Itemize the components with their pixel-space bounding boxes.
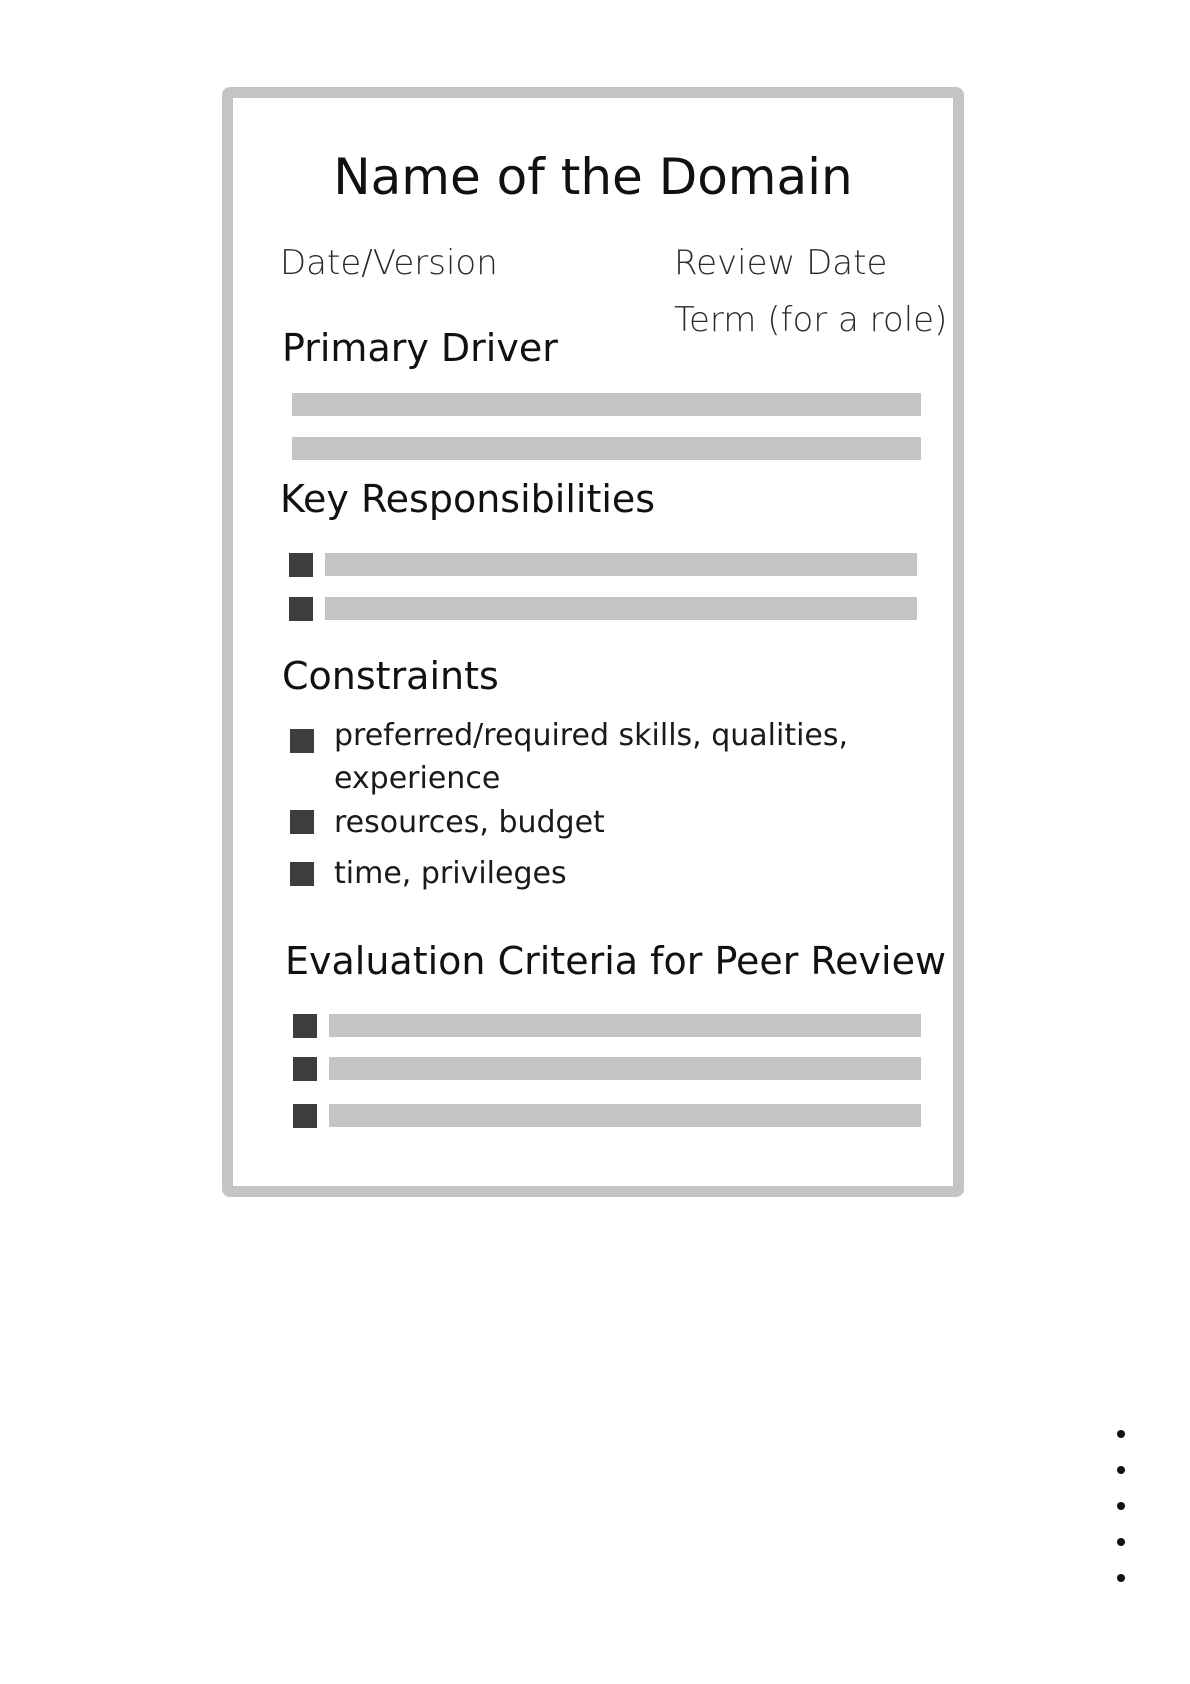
dot [1117, 1538, 1125, 1546]
criteria-line [329, 1014, 921, 1037]
square-bullet-icon [293, 1014, 317, 1038]
primary-driver-line [292, 393, 921, 416]
key-responsibilities-heading: Key Responsibilities [280, 477, 656, 521]
criteria-line [329, 1057, 921, 1080]
domain-title: Name of the Domain [333, 148, 853, 206]
square-bullet-icon [293, 1104, 317, 1128]
constraint-item: preferred/required skills, qualities, [334, 718, 849, 753]
square-bullet-icon [290, 862, 314, 886]
square-bullet-icon [289, 553, 313, 577]
primary-driver-heading: Primary Driver [282, 326, 558, 370]
dot [1117, 1430, 1125, 1438]
constraints-heading: Constraints [282, 654, 499, 698]
square-bullet-icon [289, 597, 313, 621]
square-bullet-icon [293, 1057, 317, 1081]
date-version-label: Date/Version [280, 243, 498, 283]
term-label: Term (for a role) [674, 300, 948, 340]
dot [1117, 1466, 1125, 1474]
dot [1117, 1502, 1125, 1510]
square-bullet-icon [290, 810, 314, 834]
responsibility-line [325, 597, 917, 620]
domain-card [222, 87, 964, 1197]
review-date-label: Review Date [674, 243, 888, 283]
criteria-line [329, 1104, 921, 1127]
constraint-item-continuation: experience [334, 761, 501, 796]
square-bullet-icon [290, 729, 314, 753]
dot [1117, 1574, 1125, 1582]
responsibility-line [325, 553, 917, 576]
constraint-item: time, privileges [334, 856, 567, 891]
primary-driver-line [292, 437, 921, 460]
constraint-item: resources, budget [334, 805, 605, 840]
evaluation-criteria-heading: Evaluation Criteria for Peer Review [285, 939, 947, 983]
